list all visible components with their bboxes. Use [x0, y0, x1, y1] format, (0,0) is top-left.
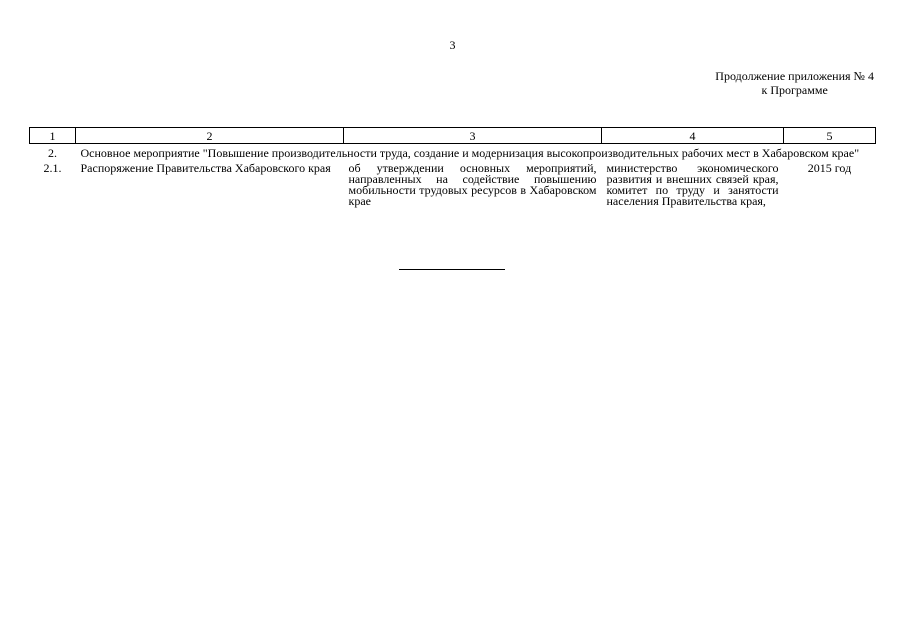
column-number-4: 4	[602, 128, 784, 144]
page-number: 3	[449, 38, 456, 52]
appendix-line-1: Продолжение приложения № 4	[715, 69, 874, 83]
row-document: Распоряжение Правительства Хабаровского края	[80, 161, 331, 175]
column-number-1: 1	[30, 128, 76, 144]
row-subject: об утверждении основных мероприятий, направленных на содействие повышению мобильности трудовых ресурсов в Хабаровском крае	[348, 161, 597, 208]
row-executor: министерство экономического развития и внешних связей края, комитет по труду и занятости населения Правительства края,	[606, 161, 779, 208]
section-title: Основное мероприятие "Повышение производительности труда, создание и модернизация высокопроизводительных рабочих мест в Хабаровском крае"	[80, 146, 860, 160]
end-divider-line	[399, 269, 505, 270]
table-row	[30, 163, 876, 207]
row-number: 2.1.	[43, 161, 62, 175]
appendix-line-2: к Программе	[761, 83, 828, 97]
appendix-note	[715, 69, 874, 97]
column-number-row	[30, 128, 876, 144]
column-number-5: 5	[784, 128, 876, 144]
column-number-2: 2	[76, 128, 344, 144]
row-year: 2015 год	[807, 161, 852, 175]
section-number: 2.	[48, 146, 57, 160]
program-table	[29, 127, 876, 207]
column-number-3: 3	[344, 128, 602, 144]
